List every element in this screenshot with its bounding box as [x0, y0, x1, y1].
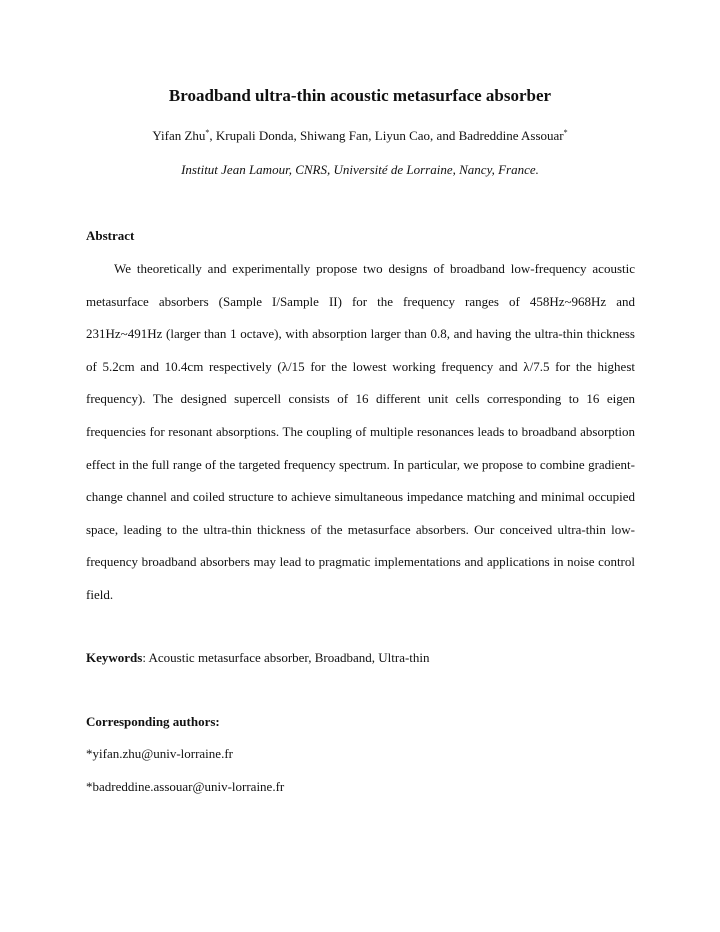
- corresponding-email: *badreddine.assouar@univ-lorraine.fr: [86, 779, 285, 794]
- keywords-list: : Acoustic metasurface absorber, Broadband, Ultra-thin: [142, 650, 430, 665]
- corresponding-mark: *: [563, 128, 568, 137]
- abstract-body: We theoretically and experimentally propose two designs of broadband low-frequency acoustic metasurface absorbers (Sample I/Sample II) for the frequency ranges of 458Hz~968Hz and 231Hz~491Hz (larger than 1 octave), with absorption larger than 0.8, and having the ultra-thin thickness of 5.2cm and 10.4cm respectively (λ/15 for the lowest working frequency and λ/7.5 for the highest frequency). The designed supercell consists of 16 different unit cells corresponding to 16 eigen frequencies for resonant absorptions. The coupling of multiple resonances leads to broadband absorption effect in the full range of the targeted frequency spectrum. In particular, we propose to combine gradient-change channel and coiled structure to achieve simultaneous impedance matching and minimal occupied space, leading to the ultra-thin thickness of the metasurface absorbers. Our conceived ultra-thin low-frequency broadband absorbers may lead to pragmatic implementations and applications in noise control field.: [86, 261, 635, 602]
- author-name: Krupali Donda: [215, 128, 294, 143]
- keywords-label: Keywords: [86, 650, 143, 665]
- keywords-line: [86, 650, 430, 666]
- paper-title: Broadband ultra-thin acoustic metasurface absorber: [168, 86, 552, 105]
- corresponding-mark: *: [205, 128, 210, 137]
- author-separator: ,: [209, 128, 216, 143]
- author-list: [0, 128, 720, 144]
- author-name: Shiwang Fan: [300, 128, 369, 143]
- author-separator: ,: [293, 128, 301, 143]
- corresponding-email: *yifan.zhu@univ-lorraine.fr: [86, 746, 233, 761]
- abstract-heading: Abstract: [86, 228, 135, 243]
- author-name: Badreddine Assouar: [458, 128, 564, 143]
- author-name: Liyun Cao: [374, 128, 431, 143]
- affiliation: Institut Jean Lamour, CNRS, Université de Lorraine, Nancy, France.: [181, 162, 539, 177]
- author-name: Yifan Zhu: [152, 128, 206, 143]
- author-separator: ,: [368, 128, 375, 143]
- corresponding-heading: Corresponding authors:: [86, 714, 220, 729]
- author-separator: , and: [430, 128, 459, 143]
